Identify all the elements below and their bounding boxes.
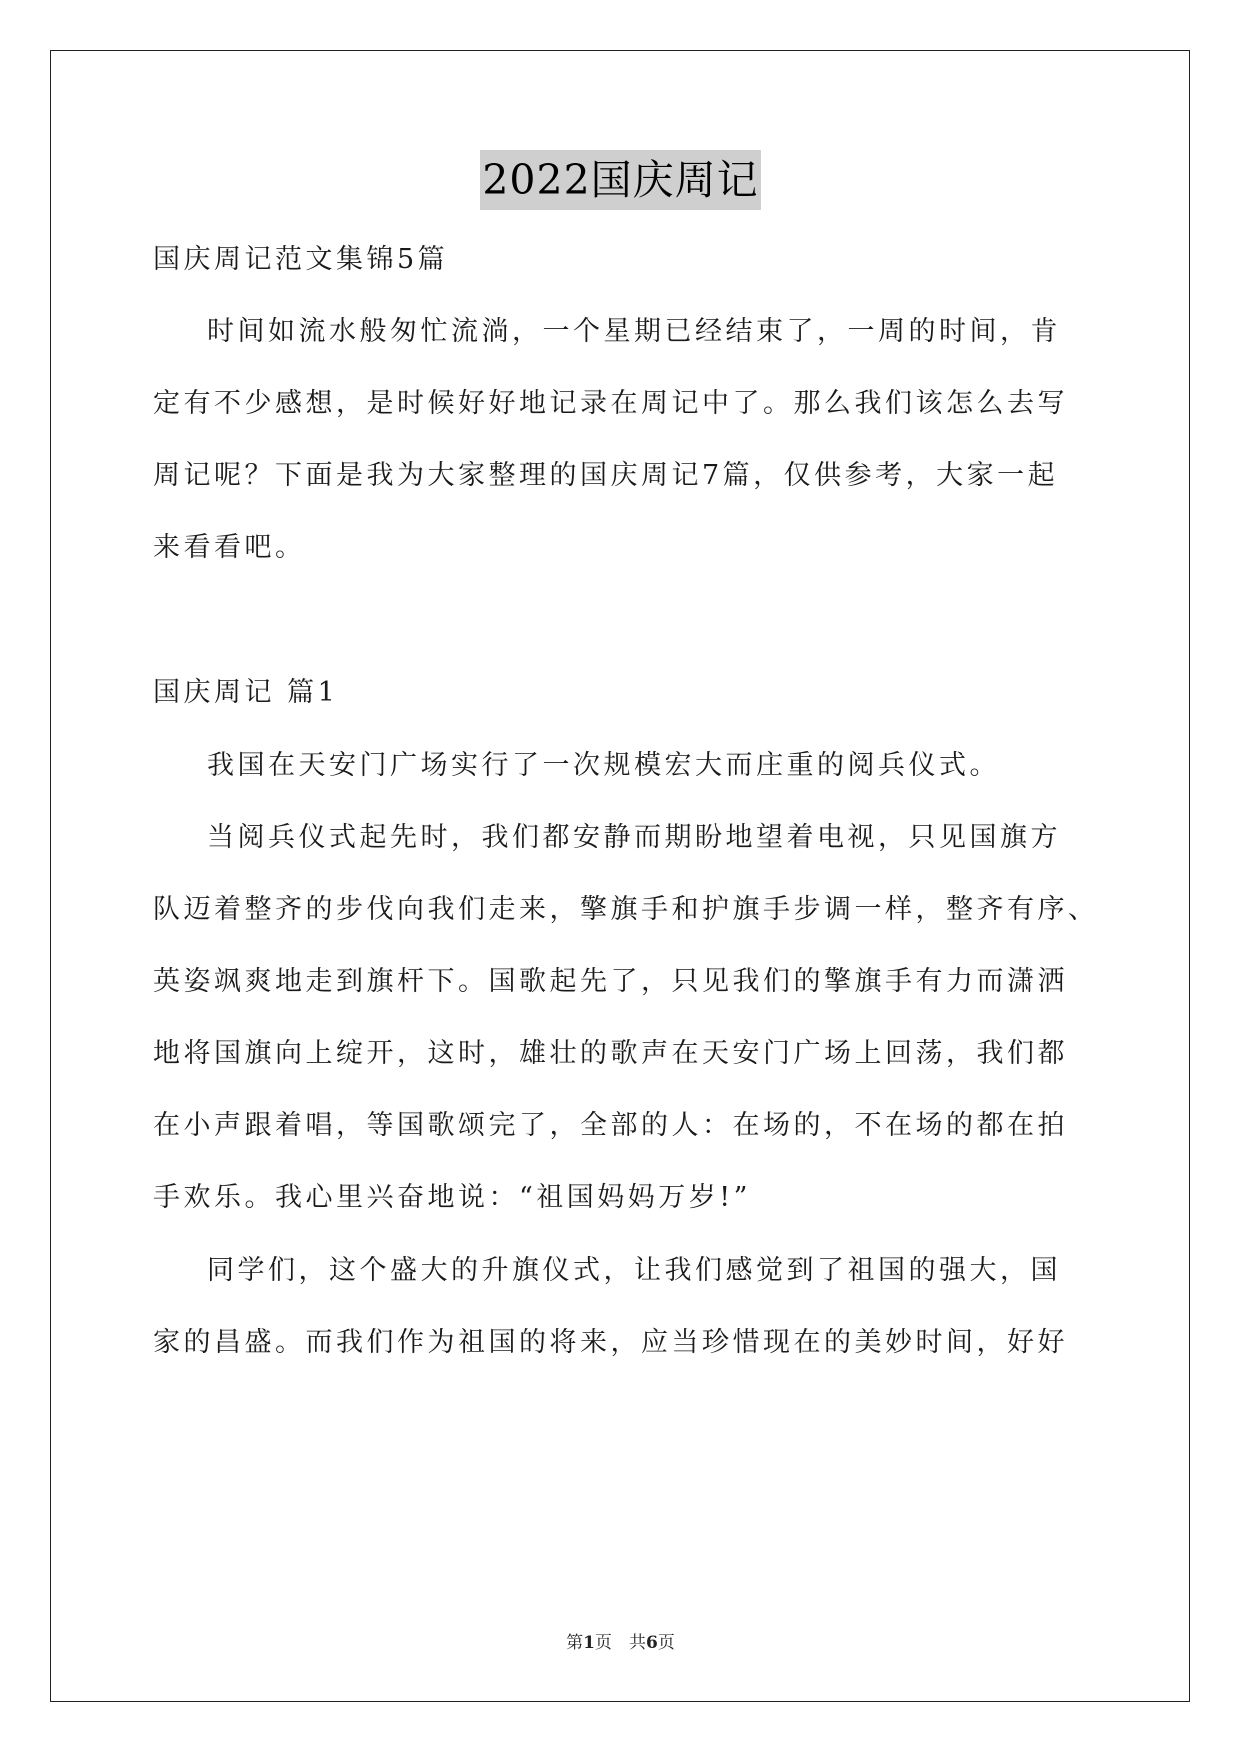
intro-line: 定有不少感想，是时候好好地记录在周记中了。那么我们该怎么去写 <box>153 388 1068 419</box>
body-line: 我国在天安门广场实行了一次规模宏大而庄重的阅兵仪式。 <box>207 750 1000 781</box>
intro-line: 时间如流水般匆忙流淌，一个星期已经结束了，一周的时间，肯 <box>207 316 1061 347</box>
body-line: 在小声跟着唱，等国歌颂完了，全部的人：在场的，不在场的都在拍 <box>153 1110 1068 1141</box>
page-total: 6 <box>646 1633 658 1653</box>
body-line: 英姿飒爽地走到旗杆下。国歌起先了，只见我们的擎旗手有力而潇洒 <box>153 966 1068 997</box>
document-title: 2022国庆周记 <box>480 150 760 210</box>
title-container <box>0 150 1241 210</box>
body-line: 手欢乐。我心里兴奋地说：“祖国妈妈万岁!” <box>153 1182 751 1213</box>
page-current: 1 <box>583 1633 595 1653</box>
intro-line: 来看看吧。 <box>153 532 306 563</box>
subtitle: 国庆周记范文集锦5篇 <box>153 244 449 275</box>
footer-prefix: 第 <box>566 1633 584 1653</box>
page-border <box>50 50 1190 1702</box>
body-line: 当阅兵仪式起先时，我们都安静而期盼地望着电视，只见国旗方 <box>207 822 1061 853</box>
body-line: 家的昌盛。而我们作为祖国的将来，应当珍惜现在的美妙时间，好好 <box>153 1327 1068 1358</box>
body-line: 同学们，这个盛大的升旗仪式，让我们感觉到了祖国的强大，国 <box>207 1255 1061 1286</box>
body-line: 队迈着整齐的步伐向我们走来，擎旗手和护旗手步调一样，整齐有序、 <box>153 894 1099 925</box>
footer-mid: 页 共 <box>595 1633 646 1653</box>
footer-suffix: 页 <box>657 1633 675 1653</box>
section-heading: 国庆周记 篇1 <box>153 677 339 708</box>
body-line: 地将国旗向上绽开，这时，雄壮的歌声在天安门广场上回荡，我们都 <box>153 1038 1068 1069</box>
page-footer <box>0 1628 1241 1653</box>
intro-line: 周记呢？下面是我为大家整理的国庆周记7篇，仅供参考，大家一起 <box>153 460 1059 491</box>
